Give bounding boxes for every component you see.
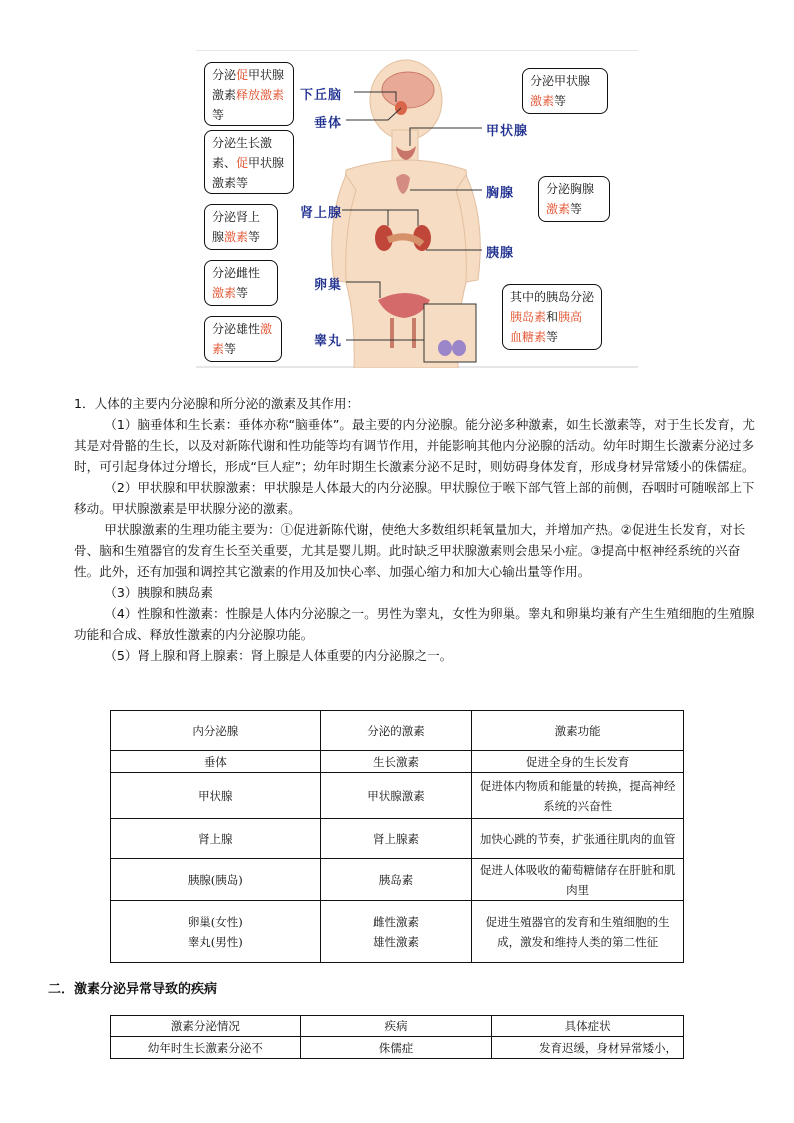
- table-cell: 幼年时生长激素分泌不: [111, 1037, 301, 1059]
- text-span: ①促进新陈代谢，使绝大多数组织耗氧量加大，并增加产热。: [280, 522, 621, 537]
- organ-label-thyroid: 甲状腺: [486, 124, 529, 139]
- section1-text: [74, 393, 764, 666]
- callout-text: 分泌肾上腺: [212, 210, 261, 244]
- table-cell: [111, 901, 321, 963]
- table-cell: 促进生殖器官的发育和生殖细胞的生成，激发和维持人类的第二性征: [472, 901, 684, 963]
- paragraph-pancreas: （3）胰腺和胰岛素: [104, 585, 213, 600]
- table-header-cell: 具体症状: [492, 1016, 684, 1037]
- table-cell: 促进体内物质和能量的转换，提高神经系统的兴奋性: [472, 773, 684, 819]
- thymus-callout: [538, 176, 610, 222]
- organ-label-pancreas: 胰腺: [486, 246, 515, 261]
- callout-text: 分泌雄性: [212, 322, 261, 336]
- callout-highlight: 激素: [212, 286, 237, 300]
- organ-label-hypothalamus: 下丘脑: [300, 88, 343, 103]
- table-cell: 加快心跳的节奏，扩张通往肌肉的血管: [472, 819, 684, 859]
- table-row: [111, 859, 684, 901]
- table-header-cell: 内分泌腺: [111, 711, 321, 751]
- callout-highlight: 素: [212, 342, 225, 356]
- pituitary-callout: [204, 130, 294, 194]
- table-header-row: [111, 1016, 684, 1037]
- callout-highlight: 促: [236, 68, 249, 82]
- callout-text: 等: [554, 94, 567, 108]
- callout-text: 分泌甲状腺: [530, 74, 591, 88]
- table-row: [111, 1037, 684, 1059]
- table-row: [111, 773, 684, 819]
- endocrine-diagram: [196, 50, 638, 368]
- callout-highlight: 促: [236, 156, 249, 170]
- callout-text: 等: [546, 330, 559, 344]
- text-span: 甲状腺激素的生理功能主要为：: [104, 522, 281, 537]
- callout-highlight: 激素: [224, 230, 249, 244]
- table-cell: 肾上腺素: [320, 819, 472, 859]
- endocrine-table: [110, 710, 684, 963]
- paragraph-gonads: （4）性腺和性激素：性腺是人体内分泌腺之一。男性为睾丸，女性为卵巢。睾丸和卵巢均兼有产生生殖细胞的生殖腺功能和合成、释放性激素的内分泌腺功能。: [74, 606, 755, 642]
- table-header-cell: 激素功能: [472, 711, 684, 751]
- callout-text: 其中的胰岛分泌: [510, 290, 595, 304]
- callout-highlight: 激素: [530, 94, 555, 108]
- table-cell: 生长激素: [320, 751, 472, 773]
- paragraph-thyroid: （2）甲状腺和甲状腺激素：甲状腺是人体最大的内分泌腺。甲状腺位于喉下部气管上部的前侧，吞咽时可随喉部上下移动。甲状腺激素是甲状腺分泌的激素。: [74, 480, 755, 516]
- table-header-cell: 激素分泌情况: [111, 1016, 301, 1037]
- cell-line: 睾丸(男性): [187, 934, 243, 949]
- testis-callout: [204, 316, 282, 362]
- callout-highlight: 胰高血糖素: [510, 310, 583, 344]
- table-cell: 肾上腺: [111, 819, 321, 859]
- adrenal-callout: [204, 204, 278, 250]
- callout-text: 分泌: [212, 68, 237, 82]
- callout-text: 等: [224, 342, 237, 356]
- callout-text: 分泌生长激素、: [212, 136, 273, 170]
- thyroid-callout: [522, 68, 608, 114]
- organ-label-thymus: 胸腺: [486, 186, 515, 201]
- paragraph-pituitary: （1）脑垂体和生长素：垂体亦称“脑垂体”。最主要的内分泌腺。能分泌多种激素，如生长激素等，对于生长发育，尤其是对骨骼的生长，以及对新陈代谢和性功能等均有调节作用，并能影响其他内分泌腺的活动。幼年时期生长激素分泌过多时，可引起身体过分增长，形成“巨人症”；幼年时期生长激素分泌不足时，则妨碍身体发育，形成身材异常矮小的侏儒症。: [74, 417, 755, 474]
- table-cell: 促进全身的生长发育: [472, 751, 684, 773]
- callout-text: 分泌胸腺: [546, 182, 595, 196]
- callout-text: 甲状腺激素: [212, 68, 285, 102]
- pancreas-callout: [502, 284, 602, 350]
- table-header-row: [111, 711, 684, 751]
- disease-table: [110, 1015, 684, 1059]
- table-row: [111, 751, 684, 773]
- table-row: [111, 901, 684, 963]
- callout-highlight: 激素: [260, 88, 285, 102]
- cell-line: 卵巢(女性): [187, 914, 243, 929]
- ovary-callout: [204, 260, 278, 306]
- section1-heading: 1．人体的主要内分泌腺和所分泌的激素及其作用：: [74, 396, 360, 411]
- cell-line: 雌性激素: [372, 914, 419, 929]
- callout-text: 等: [248, 230, 261, 244]
- callout-text: 等: [570, 202, 583, 216]
- section2-heading: 二．激素分泌异常导致的疾病: [48, 982, 218, 997]
- paragraph-adrenal: （5）肾上腺和肾上腺素：肾上腺是人体重要的内分泌腺之一。: [104, 648, 453, 663]
- table-cell: 胰岛素: [320, 859, 472, 901]
- callout-highlight: 激素: [546, 202, 571, 216]
- callout-highlight: 胰岛素: [510, 310, 547, 324]
- organ-label-pituitary: 垂体: [314, 116, 343, 131]
- organ-label-ovary: 卵巢: [314, 278, 343, 293]
- table-cell: 甲状腺激素: [320, 773, 472, 819]
- table-header-cell: 疾病: [300, 1016, 492, 1037]
- callout-text: 等: [212, 108, 225, 122]
- table-row: [111, 819, 684, 859]
- table-cell: [320, 901, 472, 963]
- callout-text: 和: [546, 310, 559, 324]
- callout-text: 分泌雌性: [212, 266, 261, 280]
- table-header-cell: 分泌的激素: [320, 711, 472, 751]
- table-cell: 促进人体吸收的葡萄糖储存在肝脏和肌肉里: [472, 859, 684, 901]
- table-cell: 发育迟缓，身材异常矮小，: [492, 1037, 684, 1059]
- callout-text: 甲状腺激素等: [212, 156, 285, 190]
- table-cell: 胰腺(胰岛): [111, 859, 321, 901]
- organ-label-adrenal: 肾上腺: [300, 206, 343, 221]
- callout-highlight: 激: [260, 322, 273, 336]
- paragraph-thyroid-function: [74, 519, 764, 582]
- organ-label-testis: 睾丸: [314, 334, 343, 349]
- callout-highlight: 释放: [236, 88, 261, 102]
- hypothalamus-callout: [204, 62, 294, 126]
- callout-text: 等: [236, 286, 249, 300]
- table-cell: 甲状腺: [111, 773, 321, 819]
- table-cell: 垂体: [111, 751, 321, 773]
- text-span: ②促进生长发育，对长骨、脑和生殖器官的发育生长至关重要，尤其是婴儿期。此时缺乏甲状腺激素则会患呆小症。③提高中枢神经系统的兴奋性。此外，还有加强和调控其它激素的作用及加快心率、加强心缩力和加大心输出量等作用。: [74, 522, 746, 579]
- cell-line: 雄性激素: [372, 934, 419, 949]
- table-cell: 侏儒症: [300, 1037, 492, 1059]
